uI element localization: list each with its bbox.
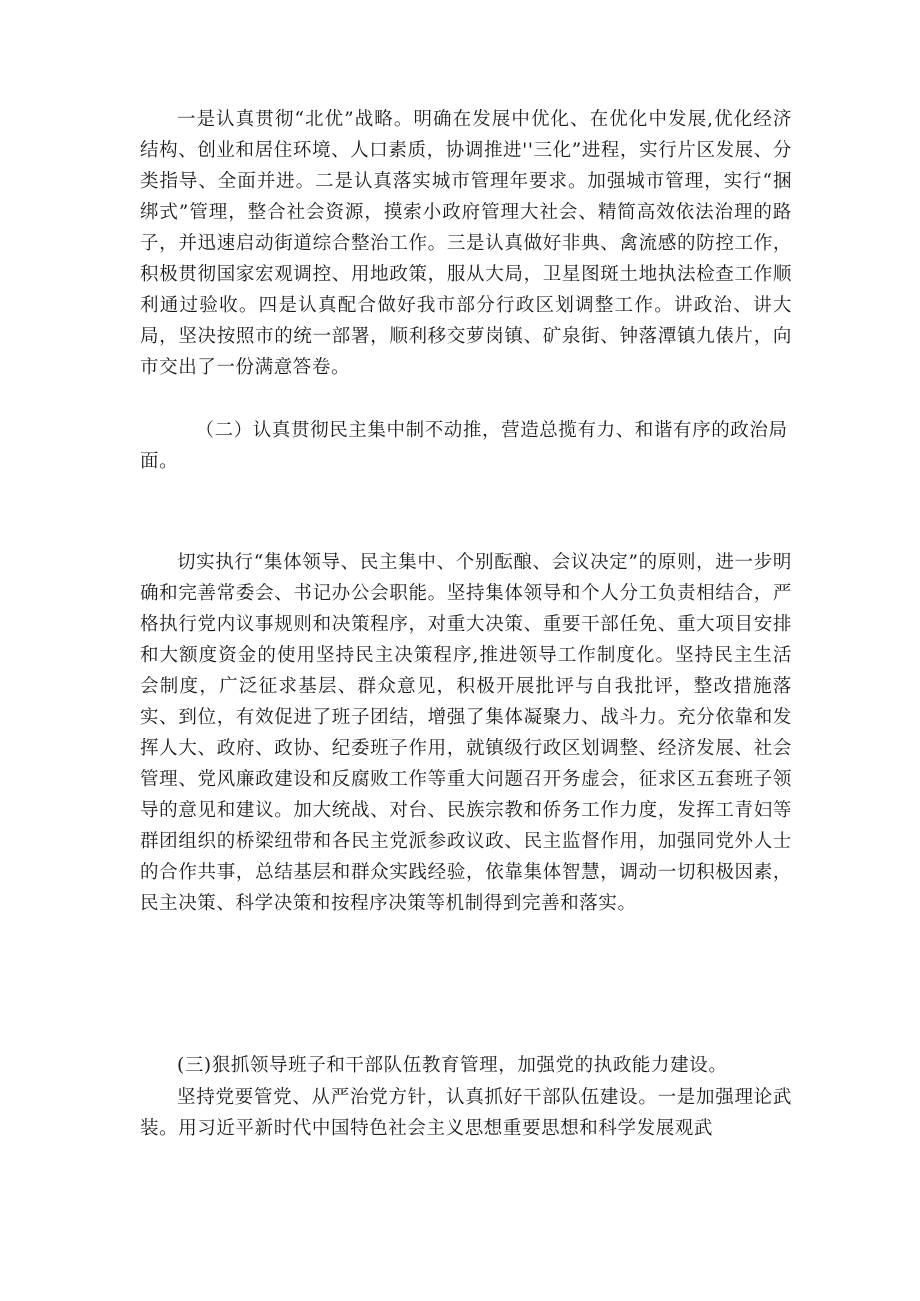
body-paragraph: 一是认真贯彻“北优”战略。明确在发展中优化、在优化中发展,优化经济结构、创业和居住环境、人口素质，协调推进''三化”进程，实行片区发展、分类指导、全面并进。二是认真落实城市管理年要求。加强城市管理，实行“捆绑式”管理，整合社会资源，摸索小政府管理大社会、精简高效依法治理的路子，并迅速启动街道综合整治工作。三是认真做好非典、禽流感的防控工作，积极贯彻国家宏观调控、用地政策，服从大局，卫星图斑土地执法检查工作顺利通过验收。四是认真配合做好我市部分行政区划调整工作。讲政治、讲大局，坚决按照市的统一部署，顺利移交萝岗镇、矿泉街、钟落潭镇九俵片，向市交出了一份满意答卷。 — [140, 109, 792, 378]
body-paragraph: 切实执行“集体领导、民主集中、个别酝酿、会议决定”的原则，进一步明确和完善常委会、书记办公会职能。坚持集体领导和个人分工负责相结合，严格执行党内议事规则和决策程序，对重大决策、重要干部任免、重大项目安排和大额度资金的使用坚持民主决策程序,推进领导工作制度化。坚持民主生活会制度，广泛征求基层、群众意见，积极开展批评与自我批评，整改措施落实、到位，有效促进了班子团结，增强了集体凝聚力、战斗力。充分依靠和发挥人大、政府、政协、纪委班子作用，就镇级行政区划调整、经济发展、社会管理、党风廉政建设和反腐败工作等重大问题召开务虚会，征求区五套班子领导的意见和建议。加大统战、对台、民族宗教和侨务工作力度，发挥工青妇等群团组织的桥梁纽带和各民主党派参政议政、民主监督作用，加强同党外人士的合作共事，总结基层和群众实践经验，依靠集体智慧，调动一切积极因素，民主决策、科学决策和按程序决策等机制得到完善和落实。 — [140, 552, 792, 914]
body-paragraph: 坚持党要管党、从严治党方针，认真抓好干部队伍建设。一是加强理论武装。用习近平新时代中国特色社会主义思想重要思想和科学发展观武 — [140, 1087, 792, 1139]
section-heading: （二）认真贯彻民主集中制不动推，营造总揽有力、和谐有序的政治局面。 — [140, 420, 788, 472]
section-heading: (三)狠抓领导班子和干部队伍教育管理，加强党的执政能力建设。 — [177, 1055, 728, 1076]
